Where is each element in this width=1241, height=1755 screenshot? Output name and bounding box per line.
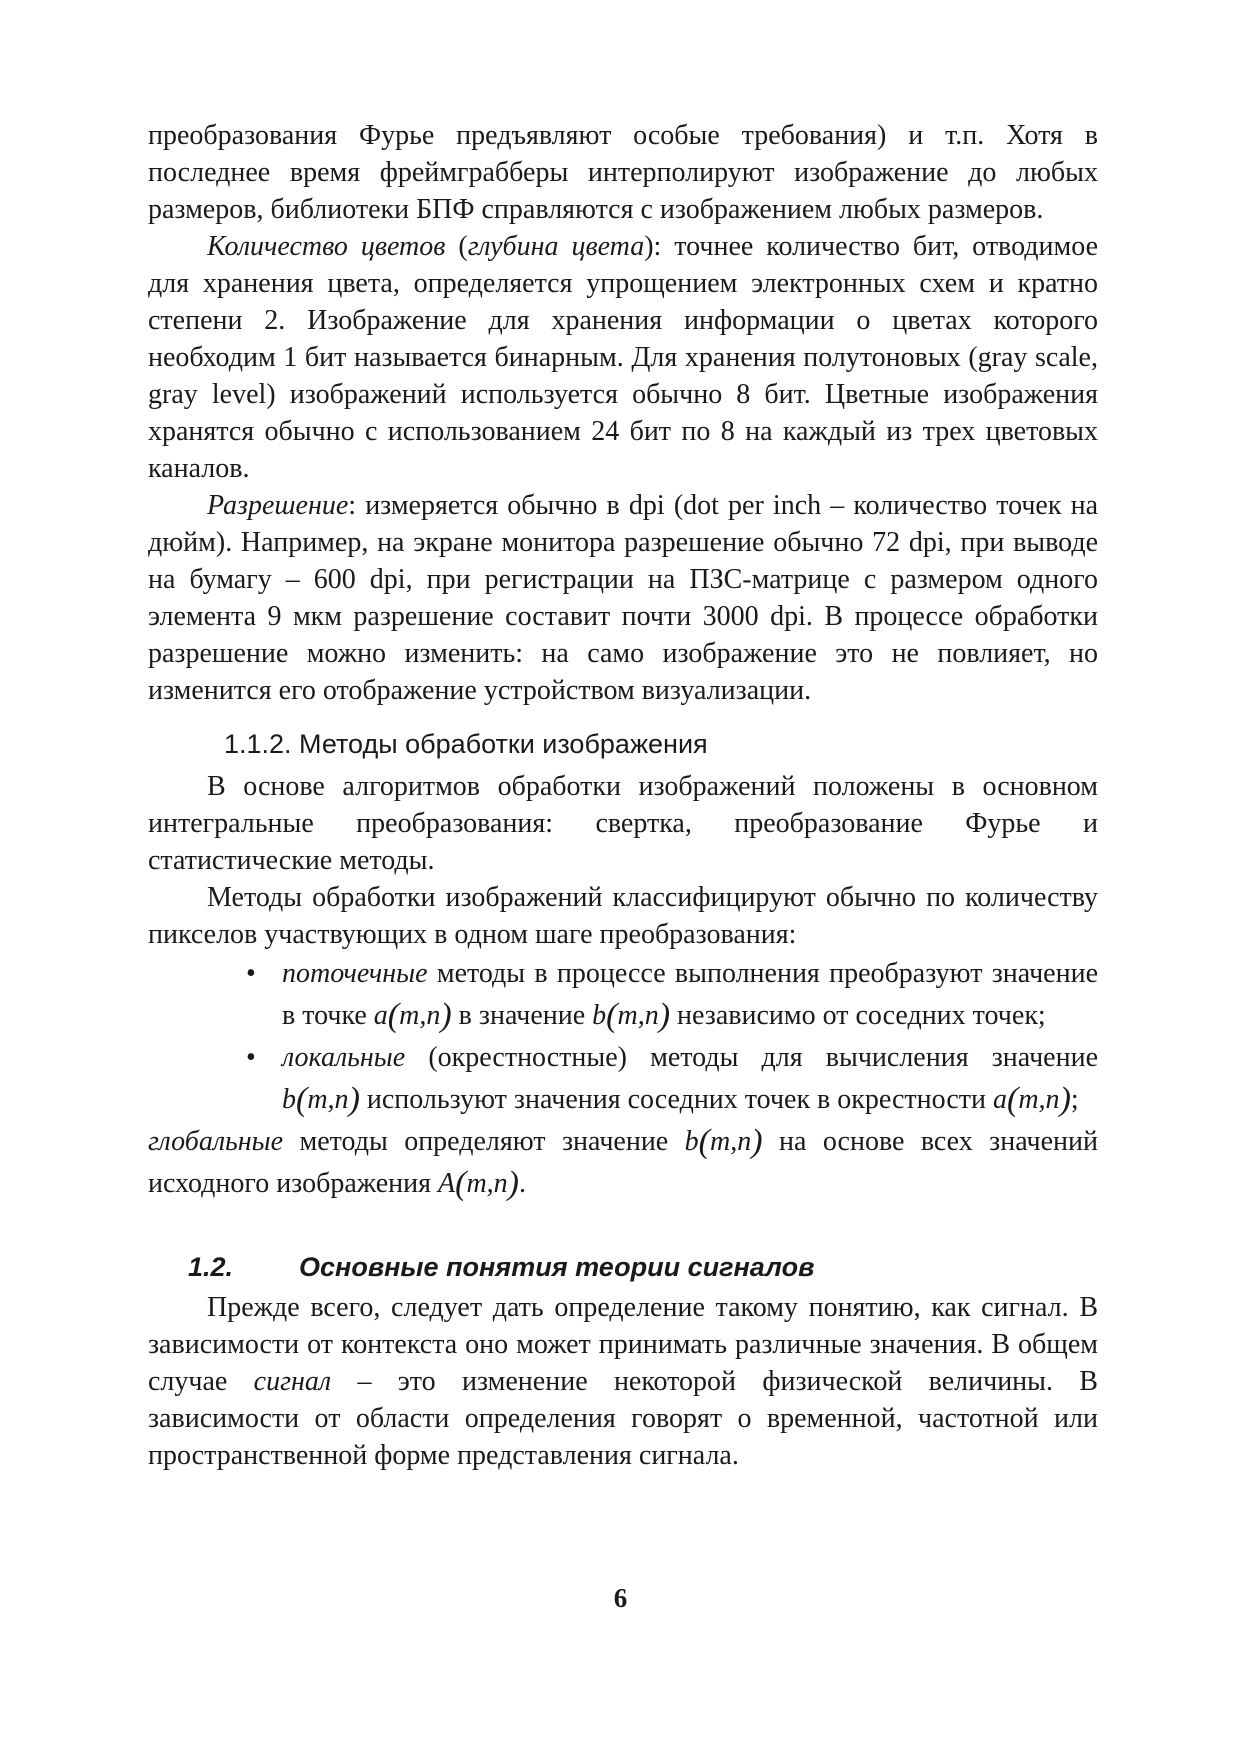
math-A-mn: A(m,n)	[438, 1165, 519, 1202]
paragraph-classification: Методы обработки изображений классифицируют обычно по количеству пикселов участвующих в одном шаге преобразования:	[148, 882, 1098, 950]
paragraph-resolution: Разрешение: измеряется обычно в dpi (dot per inch – количество точек на дюйм). Например, на экране монитора разрешение обычно 72 dpi, при выводе на бумагу – 600 dpi, при регистрации на ПЗС-матрице с размером одного элемента 9 мкм разрешение составит почти 3000 dpi. В процессе обработки разрешение можно изменить: на само изображение это не повлияет, но изменится его отображение устройством визуализации.	[148, 490, 1098, 706]
term-signal: сигнал	[253, 1366, 332, 1397]
math-b-mn: b(m,n)	[684, 1123, 763, 1160]
term-color-depth: глубина цвета	[467, 231, 645, 262]
math-b-mn: b(m,n)	[282, 1081, 360, 1118]
math-a-mn: a(m,n)	[373, 997, 452, 1034]
paragraph-global: глобальные методы определяют значение b(m,n) на основе всех значений исходного изображения A(m,n).	[148, 1123, 1098, 1202]
section-heading-1-2	[188, 1249, 1098, 1286]
section-number: 1.2.	[188, 1252, 234, 1282]
paragraph-intro: преобразования Фурье предъявляют особые требования) и т.п. Хотя в последнее время фреймграбберы интерполируют изображение до любых размеров, библиотеки БПФ справляются с изображением любых размеров.	[148, 120, 1098, 225]
methods-list	[148, 953, 1098, 1121]
page-body	[148, 117, 1098, 1474]
list-item-local: • локальные (окрестностные) методы для вычисления значение b(m,n) используют значения соседних точек в окрестности a(m,n);	[282, 1037, 1098, 1121]
list-item-pointwise: • поточечные методы в процессе выполнения преобразуют значение в точке a(m,n) в значение b(m,n) независимо от соседних точек;	[282, 953, 1098, 1037]
term-color-count: Количество цветов	[207, 231, 446, 262]
section-heading-1-1-2: 1.1.2. Методы обработки изображения	[224, 729, 708, 759]
term-global: глобальные	[148, 1126, 284, 1157]
math-b-mn: b(m,n)	[592, 997, 671, 1034]
math-a-mn: a(m,n)	[993, 1081, 1071, 1118]
bullet-icon: •	[246, 1042, 256, 1073]
page-number: 6	[613, 1583, 628, 1613]
term-resolution: Разрешение	[207, 490, 349, 521]
paragraph-color-depth: Количество цветов (глубина цвета): точнее количество бит, отводимое для хранения цвета, определяется упрощением электронных схем и кратно степени 2. Изображение для хранения информации о цветах которого необходим 1 бит называется бинарным. Для хранения полутоновых (gray scale, gray level) изображений используется обычно 8 бит. Цветные изображения хранятся обычно с использованием 24 бит по 8 на каждый из трех цветовых каналов.	[148, 231, 1098, 484]
paragraph-algorithms: В основе алгоритмов обработки изображений положены в основном интегральные преобразования: свертка, преобразование Фурье и статистические методы.	[148, 771, 1098, 876]
paragraph-signal: Прежде всего, следует дать определение такому понятию, как сигнал. В зависимости от контекста оно может принимать различные значения. В общем случае сигнал – это изменение некоторой физической величины. В зависимости от области определения говорят о временной, частотной или пространственной форме представления сигнала.	[148, 1292, 1098, 1471]
section-title: Основные понятия теории сигналов	[299, 1252, 815, 1282]
bullet-icon: •	[246, 958, 256, 989]
